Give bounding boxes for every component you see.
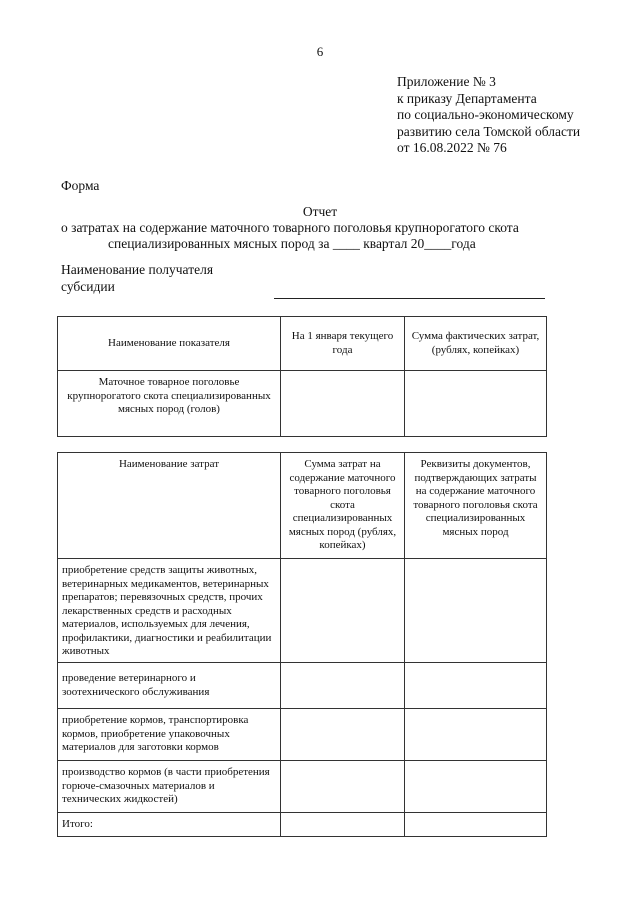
livestock-row-label: Маточное товарное поголовье крупнорогатого скота специализированных мясных пород (голов) bbox=[58, 371, 281, 437]
page-number: 6 bbox=[316, 44, 324, 59]
appendix-line: к приказу Департамента bbox=[397, 90, 537, 106]
header-cost-name: Наименование затрат bbox=[58, 453, 281, 559]
recipient-fill-line[interactable] bbox=[274, 298, 545, 299]
cost-row-label: приобретение средств защиты животных, ветеринарных медикаментов, ветеринарных препаратов; перевязочных средств, прочих лекарственных средств и расходных материалов, используемых для лечения, профилактики, диагностики и реабилитации животных bbox=[58, 559, 281, 663]
appendix-line: Приложение № 3 bbox=[397, 74, 496, 89]
cost-row-label: проведение ветеринарного и зоотехнического обслуживания bbox=[58, 663, 281, 709]
appendix-line: развитию села Томской области bbox=[397, 123, 581, 139]
total-row-label: Итого: bbox=[58, 813, 281, 837]
cost-row-label: приобретение кормов, транспортировка кормов, приобретение упаковочных материалов для заготовки кормов bbox=[58, 709, 281, 761]
cost-docs-cell[interactable] bbox=[405, 559, 547, 663]
cost-sum-cell[interactable] bbox=[281, 559, 405, 663]
report-subtitle: специализированных мясных пород за ____ квартал 20____года bbox=[108, 236, 476, 251]
cost-docs-cell[interactable] bbox=[405, 663, 547, 709]
cost-docs-cell[interactable] bbox=[405, 761, 547, 813]
header-actual-costs: Сумма фактических затрат, (рублях, копейках) bbox=[405, 317, 547, 371]
cost-row-label: производство кормов (в части приобретения горюче-смазочных материалов и технических жидкостей) bbox=[58, 761, 281, 813]
cost-sum-cell[interactable] bbox=[281, 709, 405, 761]
header-jan1: На 1 января текущего года bbox=[281, 317, 405, 371]
form-label: Форма bbox=[61, 178, 100, 193]
costs-table bbox=[57, 452, 547, 837]
appendix-line: по социально-экономическому bbox=[397, 107, 574, 122]
header-documents: Реквизиты документов, подтверждающих затраты на содержание маточного товарного поголовья скота специализированных мясных пород bbox=[405, 453, 547, 559]
recipient-line1: Наименование получателя bbox=[61, 262, 214, 277]
header-indicator: Наименование показателя bbox=[58, 317, 281, 371]
recipient-label bbox=[61, 262, 213, 295]
report-subtitle: о затратах на содержание маточного товарного поголовья крупнорогатого скота bbox=[61, 220, 519, 235]
appendix-line: от 16.08.2022 № 76 bbox=[397, 140, 507, 155]
cost-docs-cell[interactable] bbox=[405, 709, 547, 761]
header-cost-sum: Сумма затрат на содержание маточного товарного поголовья скота специализированных мясных пород (рублях, копейках) bbox=[281, 453, 405, 559]
cost-sum-cell[interactable] bbox=[281, 761, 405, 813]
livestock-costs-cell[interactable] bbox=[405, 371, 547, 437]
total-docs-cell[interactable] bbox=[405, 813, 547, 837]
recipient-line2: субсидии bbox=[61, 278, 115, 294]
total-sum-cell[interactable] bbox=[281, 813, 405, 837]
report-title: Отчет bbox=[302, 204, 338, 219]
livestock-table bbox=[57, 316, 547, 437]
livestock-jan1-cell[interactable] bbox=[281, 371, 405, 437]
cost-sum-cell[interactable] bbox=[281, 663, 405, 709]
appendix-block bbox=[397, 74, 580, 157]
